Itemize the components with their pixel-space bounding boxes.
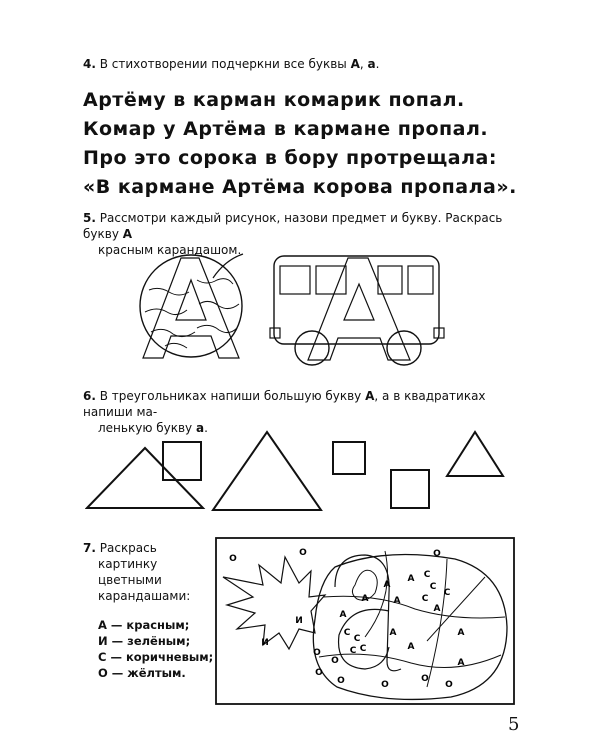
picture-letter: А [457, 628, 465, 638]
picture-letter: С [359, 644, 367, 654]
coloring-picture[interactable] [215, 537, 515, 705]
picture-letter: И [295, 616, 303, 626]
legend-item: С — коричневым; [98, 650, 214, 664]
shapes-row [85, 428, 515, 518]
task-text: карандашами: [98, 589, 191, 603]
picture-letter: С [343, 628, 351, 638]
poem [83, 86, 517, 202]
picture-letter: О [445, 680, 453, 690]
poem-line: Комар у Артёма в кармане пропал. [83, 118, 489, 140]
picture-letter: О [315, 668, 323, 678]
picture-letter: А [407, 574, 415, 584]
picture-letter: О [433, 549, 441, 559]
picture-letter: С [429, 582, 437, 592]
task-6-heading: 6. В треугольниках напиши большую букву А, а в квадратиках напиши ма- ленькую букву а. [83, 389, 486, 435]
task-text: В треугольниках напиши большую букву [99, 389, 366, 403]
picture-letter: О [299, 548, 307, 558]
square-cell[interactable] [163, 442, 201, 480]
picture-letter: А [433, 604, 441, 614]
picture-letter: А [457, 658, 465, 668]
square-cell[interactable] [333, 442, 365, 474]
legend-item: А — красным; [98, 618, 190, 632]
task-7-heading [83, 540, 190, 604]
picture-letter: С [349, 646, 357, 656]
legend-item: О — жёлтым. [98, 666, 186, 680]
task-number: 5. [83, 211, 96, 225]
picture-letter: О [381, 680, 389, 690]
picture-letter: А [389, 628, 397, 638]
letter-lower: а [367, 57, 376, 71]
bus-picture[interactable] [268, 250, 448, 368]
task-text: цветными [98, 573, 162, 587]
poem-line: Артёму в карман комарик попал. [83, 89, 465, 111]
legend-item: И — зелёным; [98, 634, 191, 648]
letter-a: А [122, 227, 133, 241]
picture-letter: С [423, 570, 431, 580]
task-text: Рассмотри каждый рисунок, назови предмет и букву. Раскрась букву [83, 211, 503, 241]
picture-letter: О [337, 676, 345, 686]
picture-letter: О [421, 674, 429, 684]
task-4-heading: 4. В стихотворении подчеркни все буквы А, а. [83, 57, 380, 71]
letter-upper: А [350, 57, 360, 71]
picture-letter: А [339, 610, 347, 620]
task-text: красным карандашом. [98, 243, 242, 257]
poem-line: Про это сорока в бору протрещала: [83, 147, 497, 169]
picture-letter: С [421, 594, 429, 604]
picture-letter: А [361, 594, 369, 604]
picture-letter: А [383, 580, 391, 590]
task-text: ленькую букву [98, 421, 196, 435]
task-number: 6. [83, 389, 96, 403]
picture-letter: С [443, 588, 451, 598]
triangle-cell[interactable] [87, 448, 203, 508]
square-cell[interactable] [391, 470, 429, 508]
letter-lower: а [195, 421, 205, 435]
picture-letter: И [261, 638, 269, 648]
task-number: 4. [83, 57, 96, 71]
picture-letter: С [353, 634, 361, 644]
watermelon-picture[interactable] [135, 250, 255, 365]
picture-letter: А [407, 642, 415, 652]
triangle-cell[interactable] [213, 432, 321, 510]
picture-letter: О [331, 656, 339, 666]
task-text: В стихотворении подчеркни все буквы [99, 57, 351, 71]
task-text: картинку [98, 557, 158, 571]
task-text: Раскрась [99, 541, 157, 555]
letter-upper: А [365, 389, 375, 403]
poem-line: «В кармане Артёма корова пропала». [83, 176, 517, 198]
task-number: 7. [83, 541, 96, 555]
picture-letter: О [313, 648, 321, 658]
color-legend [98, 617, 213, 681]
picture-letter: О [229, 554, 237, 564]
triangle-cell[interactable] [447, 432, 503, 476]
page-number: 5 [508, 714, 520, 735]
picture-letter: А [393, 596, 401, 606]
